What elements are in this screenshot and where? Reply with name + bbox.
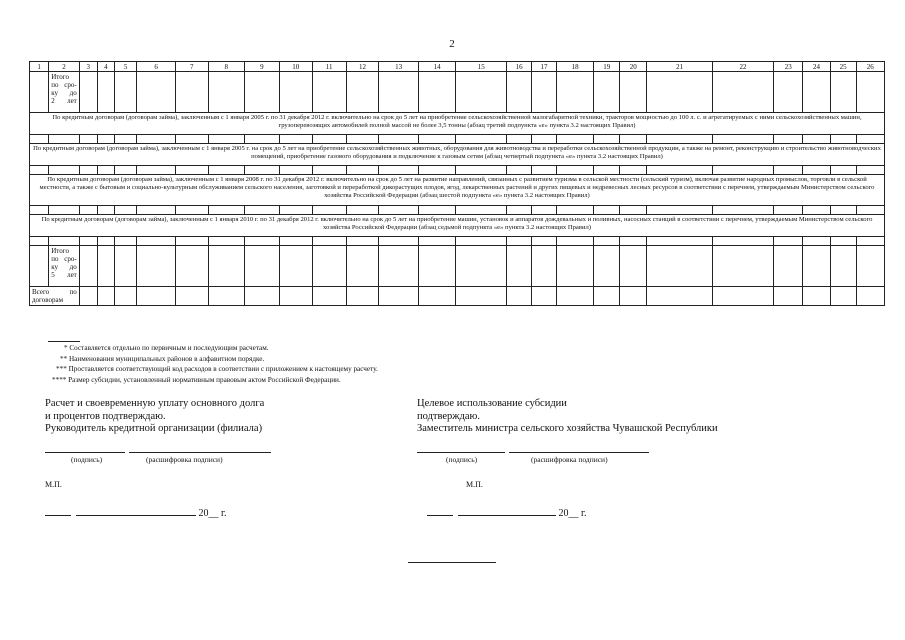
blank-row-2-cell [114,166,137,175]
total-5-years-row-cell [507,246,532,287]
blank-row-1-cell [312,135,346,144]
blank-row-4-cell [379,237,419,246]
total-5-years-row-cell [208,246,244,287]
blank-row-4-cell [556,237,593,246]
blank-row-1-cell [49,135,80,144]
blank-row-2-cell [830,166,856,175]
column-number: 8 [208,62,244,72]
blank-row-2-cell [507,166,532,175]
blank-row-4-cell [507,237,532,246]
total-2-years-row-cell [312,72,346,113]
total-5-years-row-cell [532,246,557,287]
blank-row-2-cell [279,166,312,175]
right-line-3: Заместитель министра сельского хозяйства Чувашской Республики [417,423,718,434]
right-decode-line [509,452,649,453]
blank-row-3-cell [49,206,80,215]
section-title: По кредитным договорам (договорам займа), заключенным с 1 января 2005 г. на срок до 5 лет на приобретение сельскохозяйственных животных, оборудования для животноводства и переработки сельскохозяйственной продукции, а также на ремонт, реконструкцию и строительство животноводческих помещений, приобретение газового оборудования и подключение к газовым сетям (абзац четвертый подпункта «е» пункта 3.2 настоящих Правил) [30,144,885,166]
total-5-years-row-cell [456,246,507,287]
total-5-years-row [30,246,885,287]
blank-row-1-cell [532,135,557,144]
blank-row-1-cell [379,135,419,144]
blank-row-1-cell [647,135,713,144]
blank-row-2-cell [379,166,419,175]
left-signature-line [45,452,125,453]
footnote-3: *** Проставляется соответствующий код расходов в соответствии с приложением к настоящему расчету. [56,365,378,373]
column-number: 25 [830,62,856,72]
blank-row-1-cell [30,135,49,144]
column-number: 2 [49,62,80,72]
column-number: 11 [312,62,346,72]
column-number: 18 [556,62,593,72]
blank-row-2-cell [712,166,773,175]
blank-row-4-cell [647,237,713,246]
blank-row-3-cell [97,206,114,215]
page-number: 2 [449,38,455,50]
blank-row-1-cell [803,135,830,144]
section-title: По кредитным договорам (договорам займа), заключенным с 1 января 2010 г. по 31 декабря 2012 г. включительно на срок до 5 лет на приобретение машин, установок и аппаратов дождевальных и поливных, насосных станций в соответствии с перечнем, утверждаемым Министерством сельского хозяйства Российской Федерации (абзац седьмой подпункта «е» пункта 3.2 настоящих Правил) [30,215,885,237]
blank-row-3-cell [244,206,279,215]
total-label-line: Итого [51,247,69,255]
column-number: 14 [418,62,455,72]
blank-row-4-cell [97,237,114,246]
right-line-2: подтверждаю. [417,410,481,422]
total-2-years-row-cell [594,72,620,113]
grand-total-cell [507,287,532,306]
grand-total-cell [774,287,803,306]
blank-row-4-cell [279,237,312,246]
blank-row-1-cell [114,135,137,144]
blank-row-3-cell [79,206,97,215]
table-row [30,135,885,144]
blank-row-4-cell [830,237,856,246]
total-2-years-row-cell [137,72,175,113]
grand-total-cell [830,287,856,306]
total-2-years-row-cell [208,72,244,113]
blank-row-4-cell [774,237,803,246]
blank-row-3-cell [647,206,713,215]
blank-row-2-cell [175,166,208,175]
grand-total-cell [803,287,830,306]
right-decode-caption: (расшифровка подписи) [531,455,608,464]
total-2-years-row-cell [532,72,557,113]
blank-row-2-cell [418,166,455,175]
grand-total-cell [279,287,312,306]
blank-row-4-cell [620,237,647,246]
column-number: 7 [175,62,208,72]
column-number: 1 [30,62,49,72]
total-2-years-row-cell [620,72,647,113]
blank-row-3-cell [30,206,49,215]
footnotes [40,343,378,385]
blank-row-2-cell [456,166,507,175]
blank-row-4-cell [418,237,455,246]
column-number: 13 [379,62,419,72]
left-date-line [45,505,226,519]
right-signature-line [417,452,505,453]
total-5-years-row-cell [312,246,346,287]
section-header-row [30,175,885,206]
blank-row-1-cell [79,135,97,144]
column-number: 16 [507,62,532,72]
total-label-line: 2 лет [51,97,77,105]
grand-total-label [30,287,80,306]
total-label-line: по сро- [51,255,77,263]
total-5-years-row-cell [647,246,713,287]
ministry-confirmation [417,398,718,436]
total-5-years-row-cell [712,246,773,287]
blank-row-3-cell [556,206,593,215]
grand-total-cell [556,287,593,306]
blank-row-3-cell [418,206,455,215]
grand-total-cell [312,287,346,306]
blank-row-3-cell [594,206,620,215]
right-date-year: 20__ г. [558,508,587,519]
blank-row-3-cell [175,206,208,215]
footnote-4: **** Размер субсидии, установленный нормативным правовым актом Российской Федерации. [52,375,341,384]
table-row [30,166,885,175]
left-line-1: Расчет и своевременную уплату основного долга [45,398,265,409]
total-2-years-row-cell [244,72,279,113]
grand-total-cell [79,287,97,306]
blank-row-2-cell [803,166,830,175]
grand-total-cell [114,287,137,306]
column-number: 10 [279,62,312,72]
section-title: По кредитным договорам (договорам займа), заключенным с 1 января 2008 г. по 31 декабря 2012 г. включительно на срок до 5 лет на развитие направлений, связанных с развитием туризма в сельской местности (сельский туризм), включая развитие народных промыслов, торговли в сельской местности, а также с бытовым и социально-культурным обслуживанием сельского населения, заготовкой и переработкой дикорастущих плодов, ягод, лекарственных растений и других пищевых и недревесных лесных ресурсов в соответствии с перечнем, утверждаемым Министерством сельского хозяйства Российской Федерации (абзац шестой подпункта «е» пункта 3.2 настоящих Правил) [30,175,885,206]
total-2-years-row-cell [279,72,312,113]
blank-row-3-cell [856,206,884,215]
column-number: 15 [456,62,507,72]
total-5-years-row-cell [137,246,175,287]
blank-row-1-cell [244,135,279,144]
total-5-years-row-label [49,246,80,287]
blank-row-3-cell [379,206,419,215]
column-number: 26 [856,62,884,72]
total-2-years-row-cell [346,72,379,113]
blank-row-2-cell [620,166,647,175]
total-5-years-row-cell [346,246,379,287]
blank-row-1-cell [456,135,507,144]
total-5-years-row-cell [30,246,49,287]
total-2-years-row [30,72,885,113]
left-signature-caption: (подпись) [71,455,103,464]
total-2-years-row-cell [456,72,507,113]
blank-row-1-cell [712,135,773,144]
total-label-line: Итого [51,73,69,81]
column-number: 4 [97,62,114,72]
total-2-years-row-cell [30,72,49,113]
blank-row-2-cell [556,166,593,175]
blank-row-4-cell [49,237,80,246]
blank-row-1-cell [620,135,647,144]
section-header-row [30,144,885,166]
column-number: 12 [346,62,379,72]
blank-row-2-cell [594,166,620,175]
blank-row-3-cell [532,206,557,215]
footnote-2: ** Наименования муниципальных районов в алфавитном порядке. [60,354,265,363]
credit-org-confirmation [45,398,264,436]
total-5-years-row-cell [556,246,593,287]
left-line-2: и процентов подтверждаю. [45,410,166,422]
total-label-line: по сро- [51,81,77,89]
total-2-years-row-cell [418,72,455,113]
grand-total-cell [856,287,884,306]
blank-row-1-cell [856,135,884,144]
grand-total-cell [532,287,557,306]
blank-row-4-cell [803,237,830,246]
blank-row-2-cell [30,166,49,175]
blank-row-1-cell [346,135,379,144]
blank-row-4-cell [312,237,346,246]
section-header-row [30,215,885,237]
blank-row-4-cell [208,237,244,246]
column-number: 21 [647,62,713,72]
grand-total-cell [97,287,114,306]
blank-row-1-cell [556,135,593,144]
blank-row-1-cell [774,135,803,144]
left-date-year: 20__ г. [198,508,227,519]
blank-row-3-cell [137,206,175,215]
total-5-years-row-cell [175,246,208,287]
total-5-years-row-cell [803,246,830,287]
blank-row-2-cell [532,166,557,175]
total-label-line: ку до [51,263,77,271]
blank-row-1-cell [175,135,208,144]
grand-total-cell [594,287,620,306]
column-number-row [30,62,885,72]
total-label-line: 5 лет [51,271,77,279]
blank-row-3-cell [346,206,379,215]
grand-total-label-line: Всего по [32,288,77,296]
total-2-years-row-cell [175,72,208,113]
column-number: 5 [114,62,137,72]
subsidy-calculation-table [29,61,885,306]
total-2-years-row-cell [379,72,419,113]
left-stamp-place: М.П. [45,480,62,489]
total-5-years-row-cell [830,246,856,287]
blank-row-3-cell [803,206,830,215]
blank-row-1-cell [830,135,856,144]
footnote-1: * Составляется отдельно по первичным и последующим расчетам. [64,344,269,352]
blank-row-3-cell [456,206,507,215]
end-rule [408,562,496,563]
blank-row-4-cell [594,237,620,246]
blank-row-3-cell [312,206,346,215]
blank-row-2-cell [774,166,803,175]
column-number: 6 [137,62,175,72]
blank-row-3-cell [620,206,647,215]
blank-row-4-cell [456,237,507,246]
grand-total-cell [208,287,244,306]
total-5-years-row-cell [114,246,137,287]
column-number: 24 [803,62,830,72]
blank-row-2-cell [346,166,379,175]
grand-total-label-line: договорам [32,296,64,304]
blank-row-1-cell [208,135,244,144]
table-row [30,206,885,215]
total-2-years-row-cell [774,72,803,113]
blank-row-1-cell [594,135,620,144]
blank-row-2-cell [208,166,244,175]
blank-row-1-cell [279,135,312,144]
blank-row-2-cell [79,166,97,175]
grand-total-cell [346,287,379,306]
total-2-years-row-cell [507,72,532,113]
blank-row-4-cell [532,237,557,246]
column-number: 9 [244,62,279,72]
blank-row-3-cell [507,206,532,215]
total-5-years-row-cell [418,246,455,287]
blank-row-1-cell [97,135,114,144]
total-2-years-row-cell [556,72,593,113]
blank-row-3-cell [712,206,773,215]
grand-total-cell [418,287,455,306]
blank-row-3-cell [774,206,803,215]
blank-row-4-cell [79,237,97,246]
section-header-row [30,113,885,135]
total-2-years-row-cell [97,72,114,113]
grand-total-cell [647,287,713,306]
total-2-years-row-cell [830,72,856,113]
total-5-years-row-cell [774,246,803,287]
column-number: 19 [594,62,620,72]
total-2-years-row-label [49,72,80,113]
total-5-years-row-cell [244,246,279,287]
total-2-years-row-cell [114,72,137,113]
blank-row-3-cell [114,206,137,215]
grand-total-cell [137,287,175,306]
blank-row-2-cell [312,166,346,175]
total-2-years-row-cell [856,72,884,113]
total-5-years-row-cell [79,246,97,287]
right-signature-caption: (подпись) [446,455,478,464]
column-number: 20 [620,62,647,72]
right-line-1: Целевое использование субсидии [417,398,567,409]
grand-total-cell [175,287,208,306]
left-decode-caption: (расшифровка подписи) [146,455,223,464]
total-5-years-row-cell [379,246,419,287]
blank-row-2-cell [647,166,713,175]
left-line-3: Руководитель кредитной организации (филиала) [45,423,263,434]
blank-row-2-cell [49,166,80,175]
blank-row-3-cell [279,206,312,215]
blank-row-2-cell [137,166,175,175]
blank-row-4-cell [856,237,884,246]
column-number: 17 [532,62,557,72]
section-title: По кредитным договорам (договорам займа), заключенным с 1 января 2005 г. по 31 декабря 2012 г. включительно на срок до 5 лет на приобретение сельскохозяйственной малогабаритной техники, тракторов мощностью до 100 л. с. и агрегатируемых с ними сельскохозяйственных машин, грузоперевозящих автомобилей полной массой не более 3,5 тонны (абзац третий подпункта «е» пункта 3.2 настоящих Правил) [30,113,885,135]
total-2-years-row-cell [647,72,713,113]
right-stamp-place: М.П. [466,480,483,489]
total-5-years-row-cell [594,246,620,287]
blank-row-3-cell [208,206,244,215]
blank-row-1-cell [137,135,175,144]
blank-row-4-cell [712,237,773,246]
blank-row-1-cell [418,135,455,144]
blank-row-2-cell [856,166,884,175]
blank-row-1-cell [507,135,532,144]
blank-row-4-cell [30,237,49,246]
grand-total-cell [620,287,647,306]
grand-total-cell [244,287,279,306]
blank-row-3-cell [830,206,856,215]
blank-row-2-cell [97,166,114,175]
left-decode-line [129,452,271,453]
blank-row-4-cell [114,237,137,246]
right-date-line [427,505,586,519]
footnote-separator [48,341,80,342]
table-row [30,237,885,246]
total-5-years-row-cell [279,246,312,287]
grand-total-cell [712,287,773,306]
blank-row-4-cell [137,237,175,246]
total-label-line: ку до [51,89,77,97]
blank-row-4-cell [175,237,208,246]
column-number: 23 [774,62,803,72]
column-number: 3 [79,62,97,72]
blank-row-2-cell [244,166,279,175]
blank-row-4-cell [346,237,379,246]
total-2-years-row-cell [803,72,830,113]
total-5-years-row-cell [856,246,884,287]
total-2-years-row-cell [712,72,773,113]
blank-row-4-cell [244,237,279,246]
grand-total-cell [456,287,507,306]
total-5-years-row-cell [620,246,647,287]
grand-total-cell [379,287,419,306]
total-5-years-row-cell [97,246,114,287]
column-number: 22 [712,62,773,72]
grand-total-row [30,287,885,306]
total-2-years-row-cell [79,72,97,113]
